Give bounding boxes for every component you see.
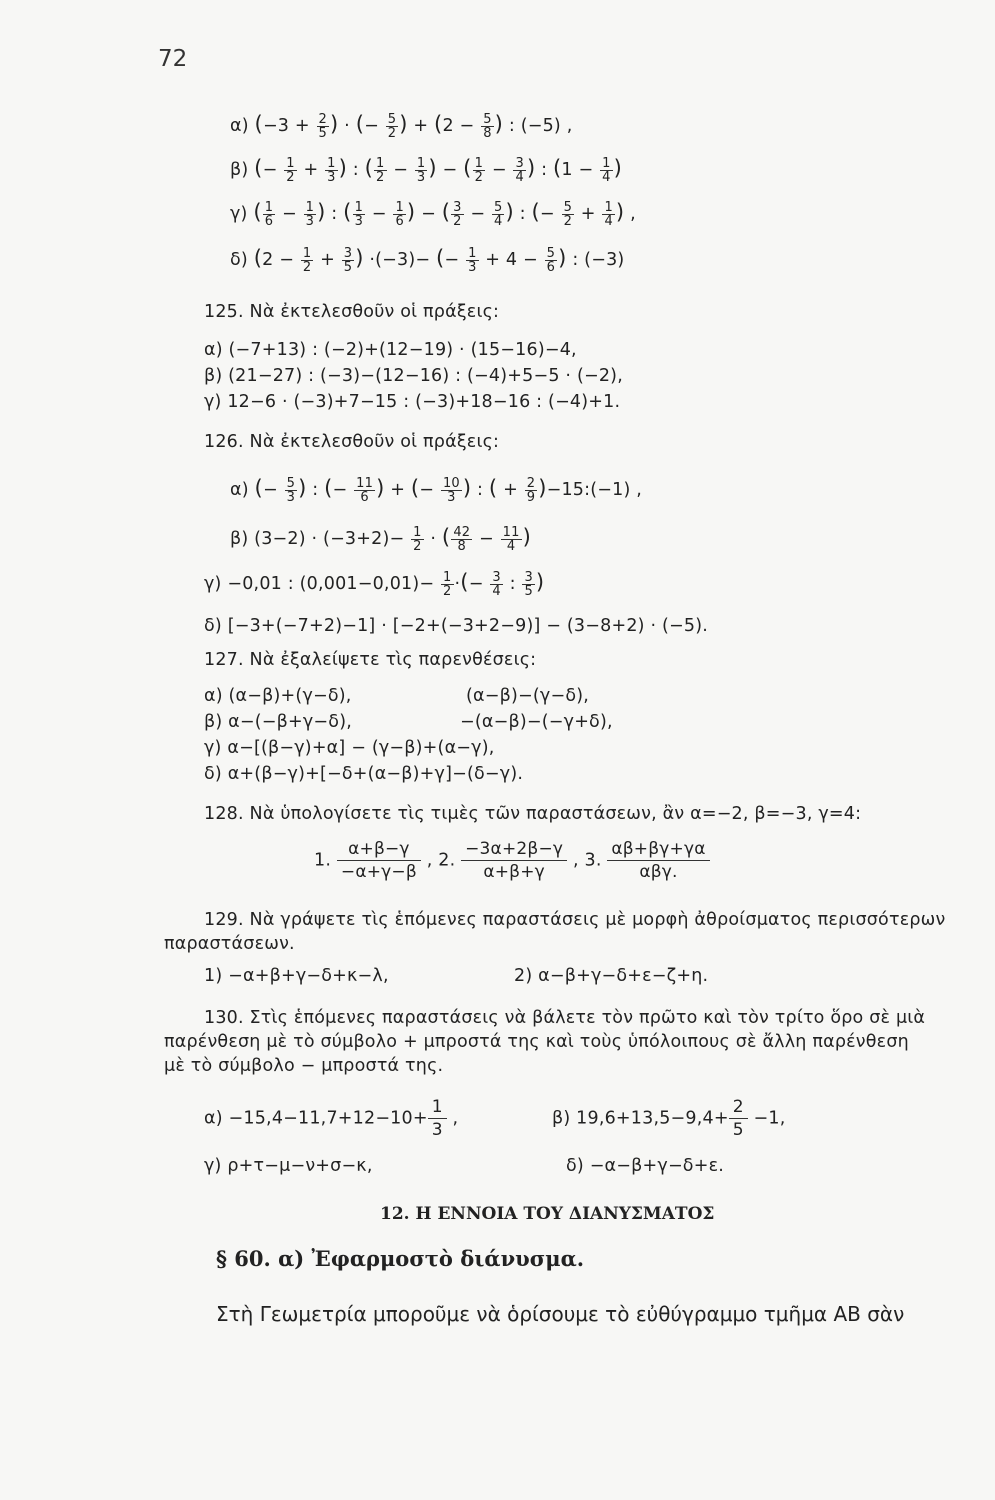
exercise-130-line1: 130. Στὶς ἑπόμενες παραστάσεις νὰ βάλετε τὸν πρῶτο καὶ τὸν τρίτο ὅρο σὲ μιὰ xyxy=(204,1008,926,1028)
exercise-130-c: γ) ρ+τ−μ−ν+σ−κ, xyxy=(204,1156,373,1176)
exercise-130-line3: μὲ τὸ σύμβολο − μπροστά της. xyxy=(164,1056,444,1076)
exercise-129-b: 2) α−β+γ−δ+ε−ζ+η. xyxy=(514,966,709,986)
exercise-126-c: γ) −0,01 : (0,001−0,01)− $\frac{1}{2}$ ·(− $\frac{3}{4}$ : $\frac{3}{5}$ ) xyxy=(204,569,545,599)
item-label: δ) xyxy=(230,250,248,270)
exercise-130-a: α) −15,4−11,7+12−10+ $\frac{1}{3}$ , xyxy=(204,1097,459,1140)
exercise-127-b2: −(α−β)−(−γ+δ), xyxy=(460,712,613,732)
exercise-130-d: δ) −α−β+γ−δ+ε. xyxy=(566,1156,725,1176)
exercise-130-line2: παρένθεση μὲ τὸ σύμβολο + μπροστά της καὶ τοὺς ὑπόλοιπους σὲ ἄλλη παρένθεση xyxy=(164,1032,909,1052)
exercise-129-title: 129. Νὰ γράψετε τὶς ἑπόμενες παραστάσεις μὲ μορφὴ ἀθροίσματος περισσότερων xyxy=(204,910,946,930)
exercise-126-b: β) (3−2) · (−3+2)− $\frac{1}{2}$ · ( $\frac{42}{8}$ − $\frac{11}{4}$ ) xyxy=(230,524,532,554)
exercise-125-c: γ) 12−6 · (−3)+7−15 : (−3)+18−16 : (−4)+1. xyxy=(204,392,621,412)
exercise-126-title: 126. Νὰ ἐκτελεσθοῦν οἱ πράξεις: xyxy=(204,432,500,452)
exercise-127-b1: β) α−(−β+γ−δ), xyxy=(204,712,352,732)
exercise-124-d: δ) (2 − $\frac{1}{2}$ + $\frac{3}{5}$ ) ·(−3)− (− $\frac{1}{3}$ + 4 − $\frac{5}{6}$ ) : (−3) xyxy=(230,245,625,275)
exercise-130-b: β) 19,6+13,5−9,4+ $\frac{2}{5}$ −1, xyxy=(552,1097,786,1140)
item-label: β) xyxy=(230,160,249,180)
exercise-125-title: 125. Νὰ ἐκτελεσθοῦν οἱ πράξεις: xyxy=(204,302,500,322)
exercise-127-a2: (α−β)−(γ−δ), xyxy=(466,686,590,706)
body-text-line: Στὴ Γεωμετρία μποροῦμε νὰ ὁρίσουμε τὸ εὐθύγραμμο τμῆμα ΑΒ σὰν xyxy=(216,1302,905,1326)
item-label: α) xyxy=(230,116,249,136)
exercise-127-d: δ) α+(β−γ)+[−δ+(α−β)+γ]−(δ−γ). xyxy=(204,764,524,784)
exercise-128-expressions: 1. $\frac{\alpha+\beta-\gamma}{-\alpha+\gamma-\beta}$ , 2. $\frac{-3\alpha+2\beta-\gamma}{\alpha+\beta+\gamma}$ , 3. $\frac{\alpha\beta+\beta\gamma+\gamma\alpha}{\text{αβγ.}}$ xyxy=(314,838,710,883)
item-label: γ) xyxy=(230,204,248,224)
exercise-129-title-cont: παραστάσεων. xyxy=(164,934,295,954)
exercise-125-b: β) (21−27) : (−3)−(12−16) : (−4)+5−5 · (−2), xyxy=(204,366,623,386)
exercise-124-c: γ) ( $\frac{1}{6}$ − $\frac{1}{3}$ ) : ( $\frac{1}{3}$ − $\frac{1}{6}$ ) − ( $\frac{3}{2}$ − $\frac{5}{4}$ ) : (− $\frac{5}{2}$ + $\frac{1}{4}$ ) , xyxy=(230,199,636,229)
exercise-127-c: γ) α−[(β−γ)+α] − (γ−β)+(α−γ), xyxy=(204,738,495,758)
section-heading: § 60. α) Ἐφαρμοστὸ διάνυσμα. xyxy=(216,1246,585,1271)
exercise-124-b: β) (− $\frac{1}{2}$ + $\frac{1}{3}$ ) : ( $\frac{1}{2}$ − $\frac{1}{3}$ ) − ( $\frac{1}{2}$ − $\frac{3}{4}$ ) : (1 − $\frac{1}{4}$ ) xyxy=(230,155,622,185)
chapter-heading: 12. Η ΕΝΝΟΙΑ ΤΟΥ ΔΙΑΝΥΣΜΑΤΟΣ xyxy=(380,1204,715,1224)
exercise-129-a: 1) −α+β+γ−δ+κ−λ, xyxy=(204,966,389,986)
exercise-128-title: 128. Νὰ ὑπολογίσετε τὶς τιμὲς τῶν παραστάσεων, ἂν α=−2, β=−3, γ=4: xyxy=(204,804,862,824)
exercise-127-a1: α) (α−β)+(γ−δ), xyxy=(204,686,352,706)
exercise-125-a: α) (−7+13) : (−2)+(12−19) · (15−16)−4, xyxy=(204,340,577,360)
page-number: 72 xyxy=(158,46,188,72)
exercise-126-d: δ) [−3+(−7+2)−1] · [−2+(−3+2−9)] − (3−8+2) · (−5). xyxy=(204,616,708,636)
exercise-126-a: α) (− $\frac{5}{3}$ ) : (− $\frac{11}{6}$ ) + (− $\frac{10}{3}$ ) : ( + $\frac{2}{9}$ )−15:(−1) , xyxy=(230,475,643,505)
exercise-127-title: 127. Νὰ ἐξαλείψετε τὶς παρενθέσεις: xyxy=(204,650,537,670)
exercise-124-a: α) (−3 + $\frac{2}{5}$ ) · (− $\frac{5}{2}$ ) + (2 − $\frac{5}{8}$ ) : (−5) , xyxy=(230,111,573,141)
